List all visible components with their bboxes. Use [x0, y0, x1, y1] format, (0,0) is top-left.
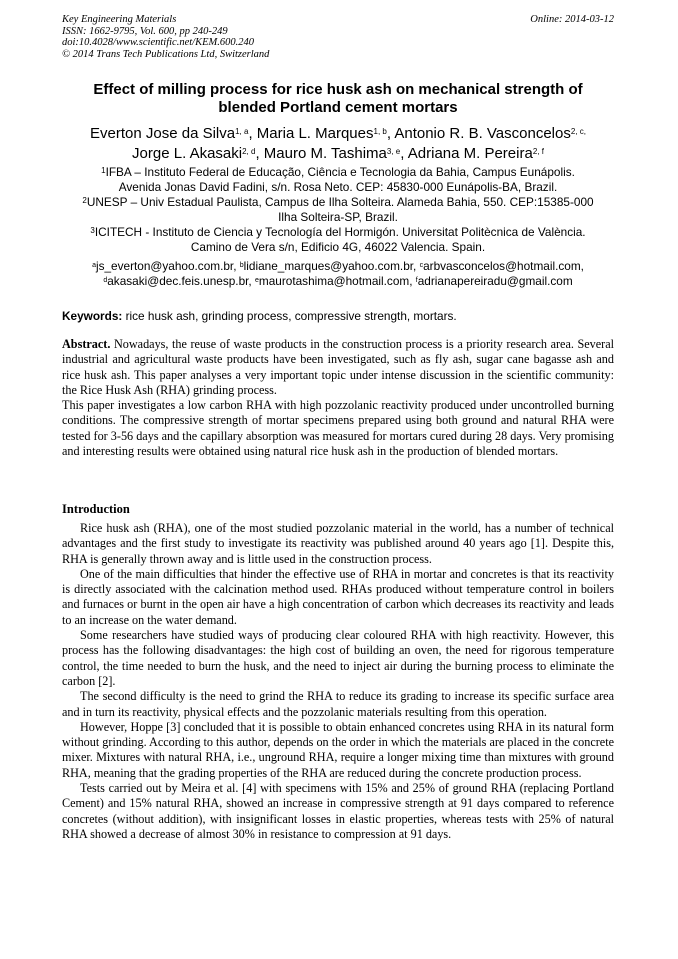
title-line-1: Effect of milling process for rice husk ash on mechanical strength of: [93, 81, 583, 98]
email-address[interactable]: maurotashima@hotmail.com: [258, 274, 410, 288]
affiliation-sup: 3: [90, 226, 95, 235]
affiliation-line: UNESP – Univ Estadual Paulista, Campus de Ilha Solteira. Alameda Bahia, 550. CEP:15385-000: [86, 195, 594, 209]
abstract-text: Nowadays, the reuse of waste products in the construction process is a priority research area. Several industrial and agricultural waste products have been investigated, such as fly ash, sugar cane bagasse ash and rice husk ash. This paper analyses a very important topic under intense discussion in the scientific community: the Rice Husk Ash (RHA) grinding process.: [62, 337, 615, 397]
abstract: [62, 337, 614, 459]
intro-paragraph: Some researchers have studied ways of producing clear coloured RHA with high reactivity. However, this process has the following disadvantages: the high cost of building an oven, the need for rigorous temperature control, the time needed to burn the husk, and the need to inject air during the burning process to eliminate the carbon [2].: [62, 628, 614, 688]
email-sup: d: [103, 277, 108, 284]
author-affil-sup: 3, e: [386, 147, 401, 156]
affiliation-line: IFBA – Instituto Federal de Educação, Ciência e Tecnologia da Bahia, Campus Eunápolis.: [105, 165, 575, 179]
journal-header: [62, 14, 614, 60]
author-name: Adriana M. Pereira: [407, 145, 533, 162]
section-heading-introduction: Introduction: [62, 502, 130, 516]
author-name: Jorge L. Akasaki: [132, 145, 243, 162]
author-affil-sup: 2, d: [242, 147, 256, 156]
affiliation-sup: 1: [101, 166, 106, 175]
affiliation-line: Camino de Vera s/n, Edificio 4G, 46022 Valencia. Spain.: [190, 240, 486, 254]
copyright-line: © 2014 Trans Tech Publications Ltd, Switzerland: [62, 48, 270, 60]
keywords-label: Keywords:: [62, 309, 123, 323]
affiliation-sup: 2: [82, 196, 87, 205]
email-address[interactable]: arbvasconcelos@hotmail.com: [423, 259, 581, 273]
intro-paragraph: The second difficulty is the need to grind the RHA to reduce its grading to increase its specific surface area and in turn its reactivity, physical effects and the pozzolanic materials resulting from this operation.: [62, 689, 614, 719]
email-sup: f: [415, 277, 418, 284]
intro-paragraph: Tests carried out by Meira et al. [4] with specimens with 15% and 25% of ground RHA (replacing Portland Cement) and 15% natural RHA, showed an increase in compressive strength at 91 days compared to reference concretes (without addition), with insignificant losses in elastic properties, whereas tests with 25% of natural RHA showed a decrease of almost 30% in resistance to compression at 91 days.: [62, 781, 614, 841]
author-name: Maria L. Marques: [256, 125, 374, 142]
affiliation-line: Ilha Solteira-SP, Brazil.: [278, 210, 398, 224]
affiliations: [62, 165, 614, 255]
author-name: Mauro M. Tashima: [263, 145, 387, 162]
email-sup: b: [239, 262, 244, 269]
email-sup: a: [92, 262, 96, 269]
intro-paragraph: One of the main difficulties that hinder the effective use of RHA in mortar and concretes is that its reactivity is directly associated with the calcination method used. RHAs produced without temperature control in boilers and furnaces or burnt in the open air have a high concentration of carbon which decreases its reactivity and leads to an increase on the water demand.: [62, 566, 614, 627]
intro-paragraph: Rice husk ash (RHA), one of the most studied pozzolanic material in the world, has a number of technical advantages and the first study to investigate its reactivity was published around 40 years ago [1]. Despite this, RHA is generally thrown away and is little used in the construction process.: [62, 521, 614, 566]
keywords: [62, 309, 614, 323]
abstract-paragraph-1: [62, 337, 614, 398]
email-address[interactable]: lidiane_marques@yahoo.com.br: [243, 259, 414, 273]
email-address[interactable]: js_everton@yahoo.com.br: [95, 259, 234, 273]
author-name: Antonio R. B. Vasconcelos: [394, 125, 571, 142]
affiliation-line: ICITECH - Instituto de Ciencia y Tecnología del Hormigón. Universitat Politècnica de València.: [94, 225, 586, 239]
introduction-body: [62, 521, 614, 842]
author-affil-sup: 1, a: [235, 127, 249, 136]
abstract-paragraph-2: This paper investigates a low carbon RHA with high pozzolanic reactivity produced under uncontrolled burning conditions. The compressive strength of mortar specimens prepared using both ground and natural RHA were tested for 3-56 days and the capillary absorption was measured for mortars cured during 28 days. Very promising and interesting results were obtained using natural rice husk ash in the production of blended mortars.: [62, 398, 614, 459]
author-affil-sup: 1, b: [373, 127, 387, 136]
affiliation-1: [62, 165, 614, 195]
keywords-text: rice husk ash, grinding process, compressive strength, mortars.: [125, 309, 457, 323]
email-address[interactable]: akasaki@dec.feis.unesp.br: [107, 274, 249, 288]
email-address[interactable]: adrianapereiradu@gmail.com: [417, 274, 573, 288]
author-name: Everton Jose da Silva: [90, 125, 236, 142]
affiliation-line: Avenida Jonas David Fadini, s/n. Rosa Neto. CEP: 45830-000 Eunápolis-BA, Brazil.: [118, 180, 558, 194]
author-affil-sup: 2, f: [532, 147, 544, 156]
email-sup: e: [254, 277, 259, 284]
author-affil-sup: 2, c,: [570, 127, 586, 136]
paper-title: [62, 81, 614, 117]
affiliation-3: [62, 225, 614, 255]
email-sup: c: [419, 262, 424, 269]
title-line-2: blended Portland cement mortars: [218, 99, 458, 116]
online-date: Online: 2014-03-12: [530, 14, 614, 25]
doi-line: doi:10.4028/www.scientific.net/KEM.600.240: [62, 37, 254, 48]
affiliation-2: [62, 195, 614, 225]
author-list: Everton Jose da Silva$^{1, a}$, Maria L. Marques$^{1, b}$, Antonio R. B. Vasconcelos$^{2, c,}$ Jorge L. Akasaki$^{2, d}$, Mauro M. Tashima$^{3, e}$, Adriana M. Pereira$^{2, f}$: [90, 125, 586, 162]
email-list: $^a$js_everton@yahoo.com.br, $^b$lidiane_marques@yahoo.com.br, $^c$arbvasconcelos@hotmail.com, $^d$akasaki@dec.feis.unesp.br, $^e$maurotashima@hotmail.com, $^f$adrianapereiradu@gmail.com: [92, 259, 584, 288]
journal-name: Key Engineering Materials: [62, 14, 177, 25]
issn-line: ISSN: 1662-9795, Vol. 600, pp 240-249: [62, 25, 228, 37]
intro-paragraph: However, Hoppe [3] concluded that it is possible to obtain enhanced concretes using RHA in its natural form without grinding. According to this author, depends on the order in which the materials are placed in the concrete mixer. Mixtures with natural RHA, i.e., unground RHA, require a longer mixing time than mixtures with ground RHA, meaning that the grading properties of the RHA are reduced during the concrete production process.: [62, 719, 614, 780]
abstract-label: Abstract.: [62, 337, 111, 351]
